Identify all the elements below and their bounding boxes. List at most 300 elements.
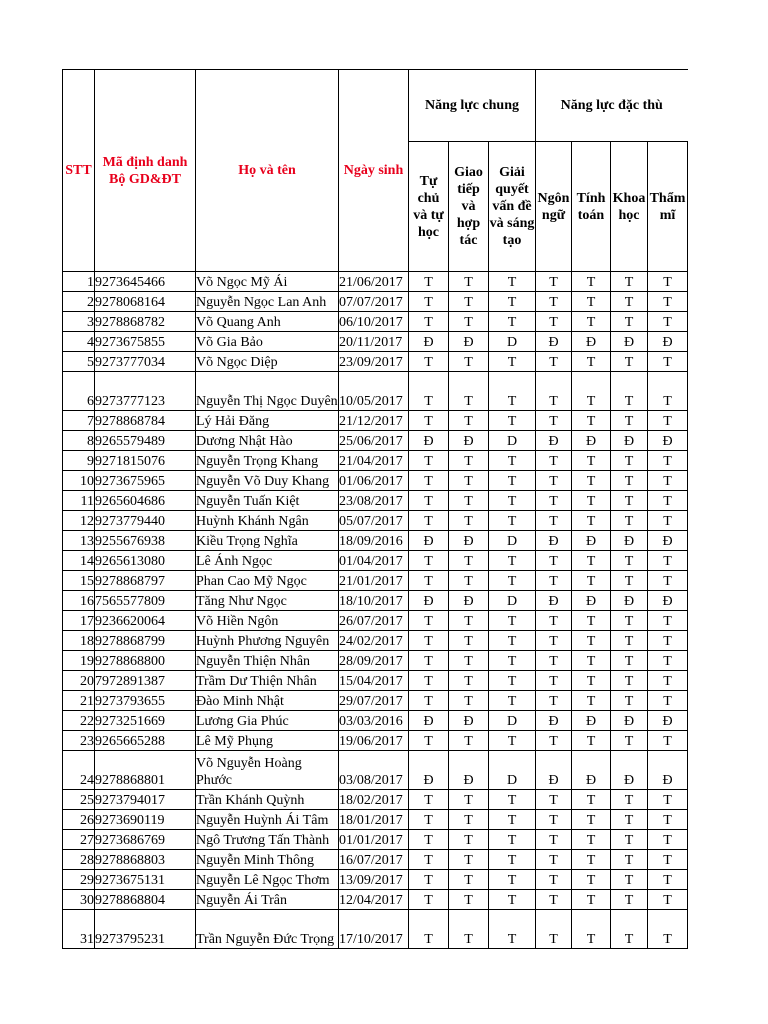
table-row: [63, 711, 688, 731]
cell-grade: T: [489, 292, 536, 312]
cell-grade: T: [572, 850, 611, 870]
cell-grade: T: [449, 451, 489, 471]
cell-grade: T: [648, 691, 688, 711]
cell-grade: Đ: [572, 531, 611, 551]
cell-ho-va-ten: Nguyễn Ngọc Lan Anh: [196, 292, 339, 312]
cell-grade: T: [536, 491, 572, 511]
cell-stt: 31: [63, 910, 95, 949]
cell-ho-va-ten: Phan Cao Mỹ Ngọc: [196, 571, 339, 591]
student-assessment-table: [62, 69, 688, 949]
cell-grade: T: [611, 790, 648, 810]
cell-ngay-sinh: 24/02/2017: [339, 631, 409, 651]
table-row: [63, 631, 688, 651]
table-row: [63, 531, 688, 551]
header-ma-dinh-danh: Mã định danh Bộ GD&ĐT: [95, 70, 196, 272]
cell-ngay-sinh: 06/10/2017: [339, 312, 409, 332]
cell-grade: T: [449, 372, 489, 411]
table-row: [63, 830, 688, 850]
cell-grade: T: [648, 411, 688, 431]
cell-ho-va-ten: Võ Quang Anh: [196, 312, 339, 332]
cell-stt: 29: [63, 870, 95, 890]
cell-ma-dinh-danh: 9278868800: [95, 651, 196, 671]
cell-grade: Đ: [611, 591, 648, 611]
cell-grade: T: [611, 890, 648, 910]
cell-ma-dinh-danh: 9273777123: [95, 372, 196, 411]
cell-grade: T: [536, 671, 572, 691]
table-row: [63, 272, 688, 292]
cell-grade: T: [536, 511, 572, 531]
cell-grade: T: [648, 830, 688, 850]
cell-ho-va-ten: Huỳnh Phương Nguyên: [196, 631, 339, 651]
cell-grade: T: [409, 471, 449, 491]
cell-grade: Đ: [409, 332, 449, 352]
cell-grade: T: [489, 850, 536, 870]
cell-ma-dinh-danh: 9273794017: [95, 790, 196, 810]
cell-ngay-sinh: 29/07/2017: [339, 691, 409, 711]
cell-ho-va-ten: Nguyễn Huỳnh Ái Tâm: [196, 810, 339, 830]
cell-grade: T: [409, 292, 449, 312]
table-row: [63, 471, 688, 491]
cell-grade: T: [489, 910, 536, 949]
cell-grade: T: [449, 631, 489, 651]
cell-ma-dinh-danh: 9273795231: [95, 910, 196, 949]
cell-grade: T: [489, 870, 536, 890]
cell-grade: T: [611, 551, 648, 571]
cell-grade: T: [572, 731, 611, 751]
cell-grade: T: [611, 292, 648, 312]
cell-grade: T: [489, 551, 536, 571]
cell-grade: T: [536, 611, 572, 631]
cell-ma-dinh-danh: 9265579489: [95, 431, 196, 451]
cell-grade: T: [648, 631, 688, 651]
cell-grade: T: [409, 352, 449, 372]
cell-grade: T: [572, 312, 611, 332]
cell-grade: T: [489, 691, 536, 711]
cell-stt: 24: [63, 751, 95, 790]
cell-grade: Đ: [648, 711, 688, 731]
cell-ma-dinh-danh: 9265665288: [95, 731, 196, 751]
cell-stt: 13: [63, 531, 95, 551]
cell-grade: T: [449, 471, 489, 491]
cell-ngay-sinh: 17/10/2017: [339, 910, 409, 949]
cell-grade: T: [449, 511, 489, 531]
cell-grade: T: [611, 471, 648, 491]
cell-ngay-sinh: 18/02/2017: [339, 790, 409, 810]
cell-stt: 30: [63, 890, 95, 910]
cell-grade: T: [489, 890, 536, 910]
cell-ho-va-ten: Nguyễn Lê Ngọc Thơm: [196, 870, 339, 890]
cell-ho-va-ten: Huỳnh Khánh Ngân: [196, 511, 339, 531]
cell-grade: Đ: [648, 531, 688, 551]
cell-ngay-sinh: 28/09/2017: [339, 651, 409, 671]
cell-grade: T: [449, 671, 489, 691]
cell-ngay-sinh: 20/11/2017: [339, 332, 409, 352]
table-row: [63, 731, 688, 751]
cell-grade: T: [449, 491, 489, 511]
cell-grade: T: [409, 411, 449, 431]
cell-stt: 17: [63, 611, 95, 631]
cell-ho-va-ten: Đào Minh Nhật: [196, 691, 339, 711]
cell-grade: T: [648, 571, 688, 591]
cell-grade: T: [536, 352, 572, 372]
cell-ho-va-ten: Trầm Dư Thiện Nhân: [196, 671, 339, 691]
cell-grade: T: [611, 850, 648, 870]
cell-ma-dinh-danh: 9278868804: [95, 890, 196, 910]
cell-stt: 10: [63, 471, 95, 491]
cell-grade: T: [489, 790, 536, 810]
cell-grade: T: [536, 631, 572, 651]
cell-grade: Đ: [648, 431, 688, 451]
table-row: [63, 491, 688, 511]
cell-grade: T: [611, 651, 648, 671]
table-body: [63, 272, 688, 949]
cell-ho-va-ten: Võ Gia Bảo: [196, 332, 339, 352]
cell-stt: 22: [63, 711, 95, 731]
cell-ma-dinh-danh: 9273777034: [95, 352, 196, 372]
cell-stt: 6: [63, 372, 95, 411]
cell-grade: T: [536, 312, 572, 332]
cell-grade: T: [572, 830, 611, 850]
cell-grade: D: [489, 711, 536, 731]
cell-grade: T: [648, 890, 688, 910]
cell-stt: 19: [63, 651, 95, 671]
cell-grade: T: [449, 312, 489, 332]
cell-grade: T: [489, 631, 536, 651]
cell-grade: T: [489, 651, 536, 671]
cell-ma-dinh-danh: 9273686769: [95, 830, 196, 850]
cell-grade: T: [489, 830, 536, 850]
cell-grade: T: [489, 491, 536, 511]
cell-grade: T: [611, 870, 648, 890]
cell-grade: Đ: [572, 591, 611, 611]
cell-grade: T: [572, 292, 611, 312]
cell-grade: T: [648, 372, 688, 411]
cell-grade: Đ: [409, 591, 449, 611]
cell-grade: T: [572, 790, 611, 810]
cell-grade: T: [648, 551, 688, 571]
table-row: [63, 511, 688, 531]
cell-ma-dinh-danh: 9273675965: [95, 471, 196, 491]
cell-grade: T: [572, 451, 611, 471]
cell-ngay-sinh: 07/07/2017: [339, 292, 409, 312]
table-row: [63, 431, 688, 451]
cell-grade: T: [536, 790, 572, 810]
cell-ho-va-ten: Nguyễn Minh Thông: [196, 850, 339, 870]
cell-grade: T: [648, 870, 688, 890]
table-row: [63, 332, 688, 352]
cell-grade: T: [572, 471, 611, 491]
table-row: [63, 810, 688, 830]
cell-grade: Đ: [648, 332, 688, 352]
cell-grade: T: [536, 691, 572, 711]
cell-grade: T: [536, 870, 572, 890]
cell-grade: T: [572, 810, 611, 830]
cell-ma-dinh-danh: 9271815076: [95, 451, 196, 471]
table-row: [63, 751, 688, 790]
cell-stt: 8: [63, 431, 95, 451]
cell-grade: T: [449, 571, 489, 591]
cell-grade: Đ: [572, 431, 611, 451]
cell-grade: T: [409, 890, 449, 910]
header-nang-luc-dac-thu: Năng lực đặc thù: [536, 70, 688, 142]
cell-ma-dinh-danh: 9273793655: [95, 691, 196, 711]
cell-grade: T: [489, 571, 536, 591]
cell-ma-dinh-danh: 9278868784: [95, 411, 196, 431]
cell-grade: T: [611, 611, 648, 631]
cell-ma-dinh-danh: 7972891387: [95, 671, 196, 691]
cell-grade: T: [409, 272, 449, 292]
cell-grade: T: [409, 651, 449, 671]
cell-ngay-sinh: 21/04/2017: [339, 451, 409, 471]
cell-grade: T: [449, 691, 489, 711]
cell-grade: T: [449, 292, 489, 312]
cell-ma-dinh-danh: 9278868797: [95, 571, 196, 591]
cell-grade: T: [648, 272, 688, 292]
cell-grade: D: [489, 531, 536, 551]
cell-ngay-sinh: 19/06/2017: [339, 731, 409, 751]
cell-grade: T: [648, 292, 688, 312]
cell-grade: Đ: [611, 711, 648, 731]
cell-grade: T: [489, 352, 536, 372]
table-row: [63, 671, 688, 691]
cell-ho-va-ten: Lê Mỹ Phụng: [196, 731, 339, 751]
cell-grade: Đ: [611, 531, 648, 551]
cell-ngay-sinh: 15/04/2017: [339, 671, 409, 691]
cell-ho-va-ten: Nguyễn Võ Duy Khang: [196, 471, 339, 491]
cell-ma-dinh-danh: 9273675131: [95, 870, 196, 890]
cell-ma-dinh-danh: 9273675855: [95, 332, 196, 352]
cell-grade: T: [648, 671, 688, 691]
cell-grade: T: [409, 491, 449, 511]
cell-ho-va-ten: Võ Ngọc Diệp: [196, 352, 339, 372]
cell-ngay-sinh: 03/03/2016: [339, 711, 409, 731]
cell-grade: T: [536, 451, 572, 471]
cell-ngay-sinh: 12/04/2017: [339, 890, 409, 910]
cell-grade: T: [648, 731, 688, 751]
cell-grade: T: [536, 731, 572, 751]
cell-ho-va-ten: Dương Nhật Hào: [196, 431, 339, 451]
cell-ngay-sinh: 21/01/2017: [339, 571, 409, 591]
cell-stt: 7: [63, 411, 95, 431]
cell-stt: 2: [63, 292, 95, 312]
table-row: [63, 790, 688, 810]
cell-ngay-sinh: 01/01/2017: [339, 830, 409, 850]
cell-grade: T: [572, 611, 611, 631]
cell-grade: T: [449, 850, 489, 870]
cell-grade: T: [611, 910, 648, 949]
cell-ma-dinh-danh: 9278868801: [95, 751, 196, 790]
cell-grade: T: [489, 810, 536, 830]
table-row: [63, 551, 688, 571]
cell-grade: T: [409, 372, 449, 411]
cell-grade: Đ: [536, 531, 572, 551]
header-ho-va-ten: Họ và tên: [196, 70, 339, 272]
cell-grade: T: [611, 451, 648, 471]
cell-grade: T: [572, 890, 611, 910]
cell-ho-va-ten: Trần Khánh Quỳnh: [196, 790, 339, 810]
cell-ma-dinh-danh: 9255676938: [95, 531, 196, 551]
header-tham-mi: Thẩm mĩ: [648, 142, 688, 272]
cell-grade: T: [572, 631, 611, 651]
cell-stt: 21: [63, 691, 95, 711]
cell-grade: T: [648, 511, 688, 531]
cell-grade: T: [611, 691, 648, 711]
cell-ma-dinh-danh: 9278868782: [95, 312, 196, 332]
cell-grade: T: [449, 890, 489, 910]
cell-stt: 27: [63, 830, 95, 850]
cell-ngay-sinh: 25/06/2017: [339, 431, 409, 451]
cell-grade: T: [611, 312, 648, 332]
cell-grade: T: [572, 910, 611, 949]
cell-stt: 16: [63, 591, 95, 611]
table-row: [63, 870, 688, 890]
cell-grade: T: [611, 491, 648, 511]
cell-ho-va-ten: Trần Nguyễn Đức Trọng: [196, 910, 339, 949]
cell-ngay-sinh: 05/07/2017: [339, 511, 409, 531]
cell-ngay-sinh: 01/06/2017: [339, 471, 409, 491]
cell-grade: T: [572, 372, 611, 411]
table-row: [63, 372, 688, 411]
cell-ho-va-ten: Lương Gia Phúc: [196, 711, 339, 731]
cell-stt: 23: [63, 731, 95, 751]
cell-ho-va-ten: Ngô Trương Tấn Thành: [196, 830, 339, 850]
cell-grade: D: [489, 332, 536, 352]
cell-grade: T: [572, 352, 611, 372]
cell-ho-va-ten: Lê Ánh Ngọc: [196, 551, 339, 571]
cell-grade: T: [648, 790, 688, 810]
cell-stt: 4: [63, 332, 95, 352]
cell-grade: Đ: [409, 431, 449, 451]
cell-grade: D: [489, 591, 536, 611]
cell-grade: T: [449, 551, 489, 571]
cell-grade: T: [489, 312, 536, 332]
cell-ma-dinh-danh: 9265604686: [95, 491, 196, 511]
cell-grade: Đ: [449, 591, 489, 611]
cell-grade: T: [409, 691, 449, 711]
cell-grade: T: [536, 292, 572, 312]
cell-ngay-sinh: 18/10/2017: [339, 591, 409, 611]
cell-grade: T: [572, 870, 611, 890]
cell-grade: T: [611, 411, 648, 431]
cell-grade: T: [409, 511, 449, 531]
header-khoa-hoc: Khoa học: [611, 142, 648, 272]
cell-stt: 9: [63, 451, 95, 471]
cell-ngay-sinh: 10/05/2017: [339, 372, 409, 411]
cell-ngay-sinh: 18/01/2017: [339, 810, 409, 830]
cell-grade: D: [489, 431, 536, 451]
cell-grade: T: [572, 571, 611, 591]
cell-grade: Đ: [536, 751, 572, 790]
cell-grade: T: [409, 551, 449, 571]
cell-grade: T: [648, 471, 688, 491]
cell-grade: T: [572, 272, 611, 292]
cell-grade: T: [449, 611, 489, 631]
cell-grade: Đ: [648, 751, 688, 790]
cell-grade: T: [449, 870, 489, 890]
cell-grade: T: [536, 651, 572, 671]
cell-grade: Đ: [572, 711, 611, 731]
table-row: [63, 292, 688, 312]
cell-grade: T: [572, 551, 611, 571]
header-giai-quyet: Giải quyết vấn đề và sáng tạo: [489, 142, 536, 272]
cell-ma-dinh-danh: 9236620064: [95, 611, 196, 631]
cell-grade: T: [536, 372, 572, 411]
cell-ngay-sinh: 13/09/2017: [339, 870, 409, 890]
cell-grade: T: [648, 451, 688, 471]
cell-grade: T: [572, 651, 611, 671]
cell-grade: T: [611, 810, 648, 830]
cell-ma-dinh-danh: 7565577809: [95, 591, 196, 611]
cell-stt: 26: [63, 810, 95, 830]
cell-grade: T: [611, 631, 648, 651]
cell-grade: Đ: [449, 332, 489, 352]
cell-grade: T: [409, 870, 449, 890]
cell-grade: T: [611, 830, 648, 850]
cell-grade: T: [572, 511, 611, 531]
cell-grade: T: [611, 731, 648, 751]
cell-grade: T: [572, 671, 611, 691]
table-row: [63, 451, 688, 471]
cell-grade: Đ: [449, 711, 489, 731]
cell-grade: T: [648, 651, 688, 671]
cell-grade: Đ: [648, 591, 688, 611]
cell-grade: Đ: [536, 431, 572, 451]
cell-ho-va-ten: Nguyễn Ái Trân: [196, 890, 339, 910]
cell-grade: T: [536, 411, 572, 431]
cell-grade: T: [409, 910, 449, 949]
cell-ma-dinh-danh: 9278068164: [95, 292, 196, 312]
cell-ngay-sinh: 01/04/2017: [339, 551, 409, 571]
table-row: [63, 312, 688, 332]
cell-ma-dinh-danh: 9273779440: [95, 511, 196, 531]
cell-grade: T: [572, 411, 611, 431]
header-ngay-sinh: Ngày sinh: [339, 70, 409, 272]
cell-grade: T: [489, 671, 536, 691]
cell-grade: T: [409, 631, 449, 651]
cell-grade: T: [449, 731, 489, 751]
cell-grade: T: [536, 910, 572, 949]
cell-grade: T: [536, 272, 572, 292]
cell-ho-va-ten: Võ Hiền Ngôn: [196, 611, 339, 631]
cell-stt: 5: [63, 352, 95, 372]
cell-grade: T: [409, 671, 449, 691]
cell-grade: T: [409, 790, 449, 810]
cell-grade: T: [572, 691, 611, 711]
cell-grade: Đ: [536, 591, 572, 611]
cell-ma-dinh-danh: 9278868803: [95, 850, 196, 870]
cell-grade: T: [536, 830, 572, 850]
table-row: [63, 691, 688, 711]
cell-grade: T: [489, 731, 536, 751]
cell-ho-va-ten: Kiều Trọng Nghĩa: [196, 531, 339, 551]
cell-grade: Đ: [611, 332, 648, 352]
cell-stt: 14: [63, 551, 95, 571]
table-row: [63, 571, 688, 591]
cell-stt: 1: [63, 272, 95, 292]
cell-ho-va-ten: Nguyễn Thiện Nhân: [196, 651, 339, 671]
cell-stt: 28: [63, 850, 95, 870]
cell-grade: T: [648, 491, 688, 511]
table-row: [63, 411, 688, 431]
cell-grade: T: [409, 850, 449, 870]
cell-stt: 11: [63, 491, 95, 511]
header-giao-tiep: Giao tiếp và hợp tác: [449, 142, 489, 272]
cell-ho-va-ten: Nguyễn Tuấn Kiệt: [196, 491, 339, 511]
table-row: [63, 591, 688, 611]
cell-grade: Đ: [409, 751, 449, 790]
cell-stt: 12: [63, 511, 95, 531]
cell-ngay-sinh: 03/08/2017: [339, 751, 409, 790]
